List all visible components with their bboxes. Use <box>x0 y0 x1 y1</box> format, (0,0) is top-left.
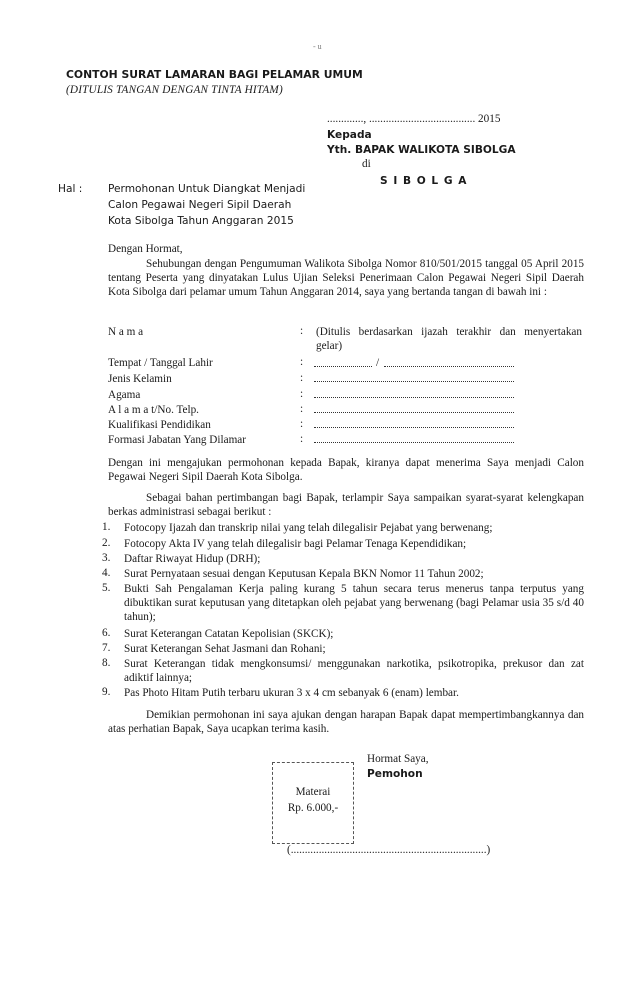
field-colon: : <box>300 418 304 430</box>
req-number: 6. <box>102 627 111 639</box>
field-colon: : <box>300 356 304 368</box>
addressee-di: di <box>362 158 371 170</box>
hal-label: Hal : <box>58 183 83 195</box>
field-alamat-fill[interactable] <box>314 403 514 417</box>
signature-hormat: Hormat Saya, <box>367 753 429 765</box>
intro-first: Sehubungan dengan Pengumuman Walikota Sibolga Nomor 810/501/2015 <box>146 258 482 270</box>
req-text: Pas Photo Hitam Putih terbaru ukuran 3 x 4 cm sebanyak 6 (enam) lembar. <box>124 687 459 699</box>
field-value-nama: (Ditulis berdasarkan ijazah terakhir dan menyertakan gelar) <box>316 326 582 352</box>
intro-rest: tanggal 05 April 2015 tentang Peserta yang dinyatakan Lulus Ujian Seleksi Penerimaan Calon Pegawai Negeri Sipil Daerah Kota Sibolga dari pelamar umum Tahun Anggaran 2014, saya yang bertanda tangan di bawah ini : <box>108 258 585 298</box>
field-colon: : <box>300 403 304 415</box>
tempat-dots <box>314 366 372 367</box>
field-agama-fill[interactable] <box>314 388 514 402</box>
req-number: 1. <box>102 521 111 533</box>
dotted-line <box>314 397 514 398</box>
req-number: 4. <box>102 567 111 579</box>
signature-name-line[interactable]: (......................................................................) <box>287 844 491 856</box>
tanggal-dots <box>384 366 514 367</box>
req-text: Bukti Sah Pengalaman Kerja paling kurang 5 tahun secara terus menerus tanpa terputus yang dibuktikan surat keputusan yang ditetapkan oleh pejabat yang berwenang (bagi Pelamar usia 35 s/d 40 tahun); <box>124 583 584 623</box>
req-number: 9. <box>102 686 111 698</box>
addressee-kepada: Kepada <box>327 129 372 141</box>
request-paragraph: Dengan ini mengajukan permohonan kepada Bapak, kiranya dapat menerima Saya menjadi Calon Pegawai Negeri Sipil Daerah Kota Sibolga. <box>108 457 584 483</box>
field-jenis-kelamin-fill[interactable] <box>314 372 514 386</box>
document-title: CONTOH SURAT LAMARAN BAGI PELAMAR UMUM <box>66 68 363 81</box>
materai-amount: Rp. 6.000,- <box>287 802 339 814</box>
date-year: 2015 <box>478 113 501 125</box>
field-label-formasi: Formasi Jabatan Yang Dilamar <box>108 434 246 446</box>
field-colon: : <box>300 388 304 400</box>
field-label-jenis-kelamin: Jenis Kelamin <box>108 373 172 385</box>
field-label-tempat: Tempat / Tanggal Lahir <box>108 357 213 369</box>
signature-pemohon: Pemohon <box>367 768 423 780</box>
field-label-kualifikasi: Kualifikasi Pendidikan <box>108 419 211 431</box>
document-subtitle: (DITULIS TANGAN DENGAN TINTA HITAM) <box>66 84 283 96</box>
req-number: 2. <box>102 537 111 549</box>
req-text: Surat Pernyataan sesuai dengan Keputusan Kepala BKN Nomor 11 Tahun 2002; <box>124 568 484 580</box>
req-text: Surat Keterangan Sehat Jasmani dan Rohani; <box>124 643 326 655</box>
req-number: 5. <box>102 582 111 594</box>
closing-paragraph: Demikian permohonan ini saya ajukan dengan harapan Bapak dapat mempertimbangkannya dan atas perhatian Bapak, Saya ucapkan terima kasih. <box>108 709 584 735</box>
hal-line: Permohonan Untuk Diangkat Menjadi <box>108 183 306 195</box>
field-label-alamat: A l a m a t/No. Telp. <box>108 404 199 416</box>
tempat-separator: / <box>376 357 380 369</box>
dotted-line <box>314 427 514 428</box>
req-number: 3. <box>102 552 111 564</box>
addressee-city: S I B O L G A <box>380 175 468 187</box>
field-tempat-fill[interactable] <box>314 356 514 370</box>
salutation: Dengan Hormat, <box>108 243 183 255</box>
field-colon: : <box>300 372 304 384</box>
intro-paragraph <box>108 257 584 299</box>
dotted-line <box>314 412 514 413</box>
req-text: Fotocopy Akta IV yang telah dilegalisir bagi Pelamar Tenaga Kependidikan; <box>124 538 467 550</box>
field-colon: : <box>300 325 304 337</box>
field-colon: : <box>300 433 304 445</box>
dotted-line <box>314 442 514 443</box>
req-number: 7. <box>102 642 111 654</box>
date-dots: ............., ...................................... <box>327 113 476 125</box>
field-label-nama: N a m a <box>108 326 144 338</box>
dotted-line <box>314 381 514 382</box>
hal-line: Calon Pegawai Negeri Sipil Daerah <box>108 199 292 211</box>
req-text: Daftar Riwayat Hidup (DRH); <box>124 553 261 565</box>
field-formasi-fill[interactable] <box>314 433 514 447</box>
req-text: Surat Keterangan tidak mengkonsumsi/ menggunakan narkotika, psikotropika, prekusor dan zat adiktif lainnya; <box>124 658 584 684</box>
date-line <box>327 112 500 126</box>
req-text: Fotocopy Ijazah dan transkrip nilai yang telah dilegalisir Pejabat yang berwenang; <box>124 522 493 534</box>
attachment-intro: Sebagai bahan pertimbangan bagi Bapak, terlampir Saya sampaikan syarat-syarat kelengkapan berkas administrasi sebagai berikut : <box>108 492 584 518</box>
hal-line: Kota Sibolga Tahun Anggaran 2015 <box>108 215 294 227</box>
materai-stamp-box <box>272 762 354 844</box>
field-kualifikasi-fill[interactable] <box>314 418 514 432</box>
field-label-agama: Agama <box>108 389 141 401</box>
req-text: Surat Keterangan Catatan Kepolisian (SKCK); <box>124 628 334 640</box>
top-mark: - u <box>313 42 322 51</box>
req-number: 8. <box>102 657 111 669</box>
addressee-name: Yth. BAPAK WALIKOTA SIBOLGA <box>327 144 516 156</box>
materai-label: Materai <box>295 786 331 798</box>
